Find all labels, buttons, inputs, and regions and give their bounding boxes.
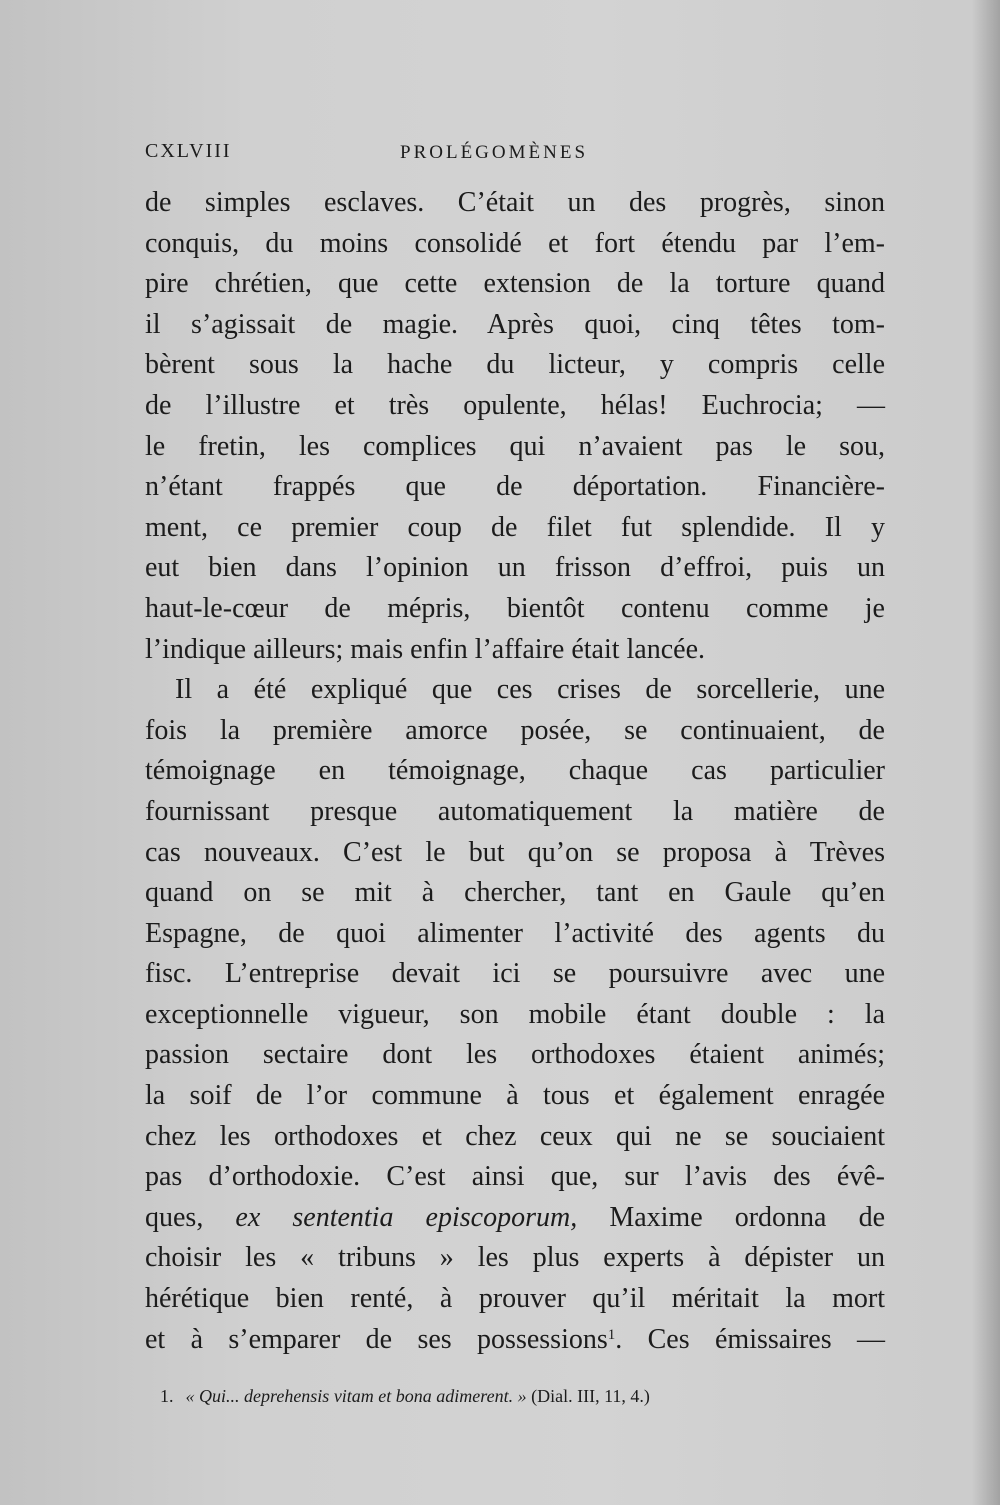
line-segment: et à s’emparer de ses possessions: [145, 1323, 608, 1355]
paragraph-start-line: Il a été expliqué que ces crises de sorcellerie, une: [175, 674, 885, 706]
text-line: quand on se mit à chercher, tant en Gaule qu’en: [145, 877, 885, 909]
text-line: haut-le-cœur de mépris, bientôt contenu comme je: [145, 592, 885, 624]
running-header: [145, 140, 885, 170]
page-edge-shadow: [972, 0, 1000, 1505]
text-line: passion sectaire dont les orthodoxes étaient animés;: [145, 1039, 885, 1071]
footnote-number: 1.: [160, 1386, 174, 1406]
text-line: cas nouveaux. C’est le but qu’on se proposa à Trèves: [145, 836, 885, 868]
text-line-with-note: [145, 1320, 885, 1361]
main-text: [145, 183, 885, 1360]
text-line: pire chrétien, que cette extension de la torture quand: [145, 268, 885, 300]
text-line: fournissant presque automatiquement la matière de: [145, 795, 885, 827]
text-line: bèrent sous la hache du licteur, y compris celle: [145, 349, 885, 381]
paragraph-end-line: l’indique ailleurs; mais enfin l’affaire était lancée.: [145, 633, 706, 665]
text-line: ment, ce premier coup de filet fut splendide. Il y: [145, 511, 885, 543]
footnote-reference[interactable]: 1: [607, 1326, 616, 1343]
footnote-reference-citation: (Dial. III, 11, 4.): [526, 1386, 650, 1406]
line-segment: Maxime ordonna de: [577, 1201, 885, 1233]
text-line: hérétique bien renté, à prouver qu’il méritait la mort: [145, 1283, 885, 1315]
text-line: il s’agissait de magie. Après quoi, cinq têtes tom-: [145, 308, 885, 340]
text-line: eut bien dans l’opinion un frisson d’effroi, puis un: [145, 552, 885, 584]
text-line: fois la première amorce posée, se continuaient, de: [145, 714, 885, 746]
page-number: CXLVIII: [145, 140, 232, 162]
text-line: le fretin, les complices qui n’avaient pas le sou,: [145, 430, 885, 462]
footnote: [160, 1386, 860, 1407]
text-line: de l’illustre et très opulente, hélas! Euchrocia; —: [145, 389, 885, 421]
text-line: Espagne, de quoi alimenter l’activité des agents du: [145, 917, 885, 949]
text-line: fisc. L’entreprise devait ici se poursuivre avec une: [145, 958, 885, 990]
text-line: la soif de l’or commune à tous et également enragée: [145, 1080, 885, 1112]
text-line: choisir les « tribuns » les plus experts à dépister un: [145, 1242, 885, 1274]
text-line: de simples esclaves. C’était un des progrès, sinon: [145, 187, 885, 218]
text-line: conquis, du moins consolidé et fort étendu par l’em-: [145, 227, 885, 259]
text-line: chez les orthodoxes et chez ceux qui ne se souciaient: [145, 1120, 885, 1152]
footnote-quotation: « Qui... deprehensis vitam et bona adimerent. »: [185, 1386, 527, 1406]
latin-quotation: ex sententia episcoporum,: [235, 1201, 578, 1233]
text-line-with-italic: [145, 1198, 885, 1239]
text-line: témoignage en témoignage, chaque cas particulier: [145, 755, 885, 787]
text-line: n’étant frappés que de déportation. Financière-: [145, 471, 885, 503]
line-segment: . Ces émissaires —: [615, 1323, 885, 1355]
text-line: pas d’orthodoxie. C’est ainsi que, sur l’avis des évê-: [145, 1161, 885, 1193]
running-title: PROLÉGOMÈNES: [400, 142, 589, 163]
text-line: exceptionnelle vigueur, son mobile étant double : la: [145, 998, 885, 1030]
line-segment: ques,: [145, 1201, 236, 1233]
